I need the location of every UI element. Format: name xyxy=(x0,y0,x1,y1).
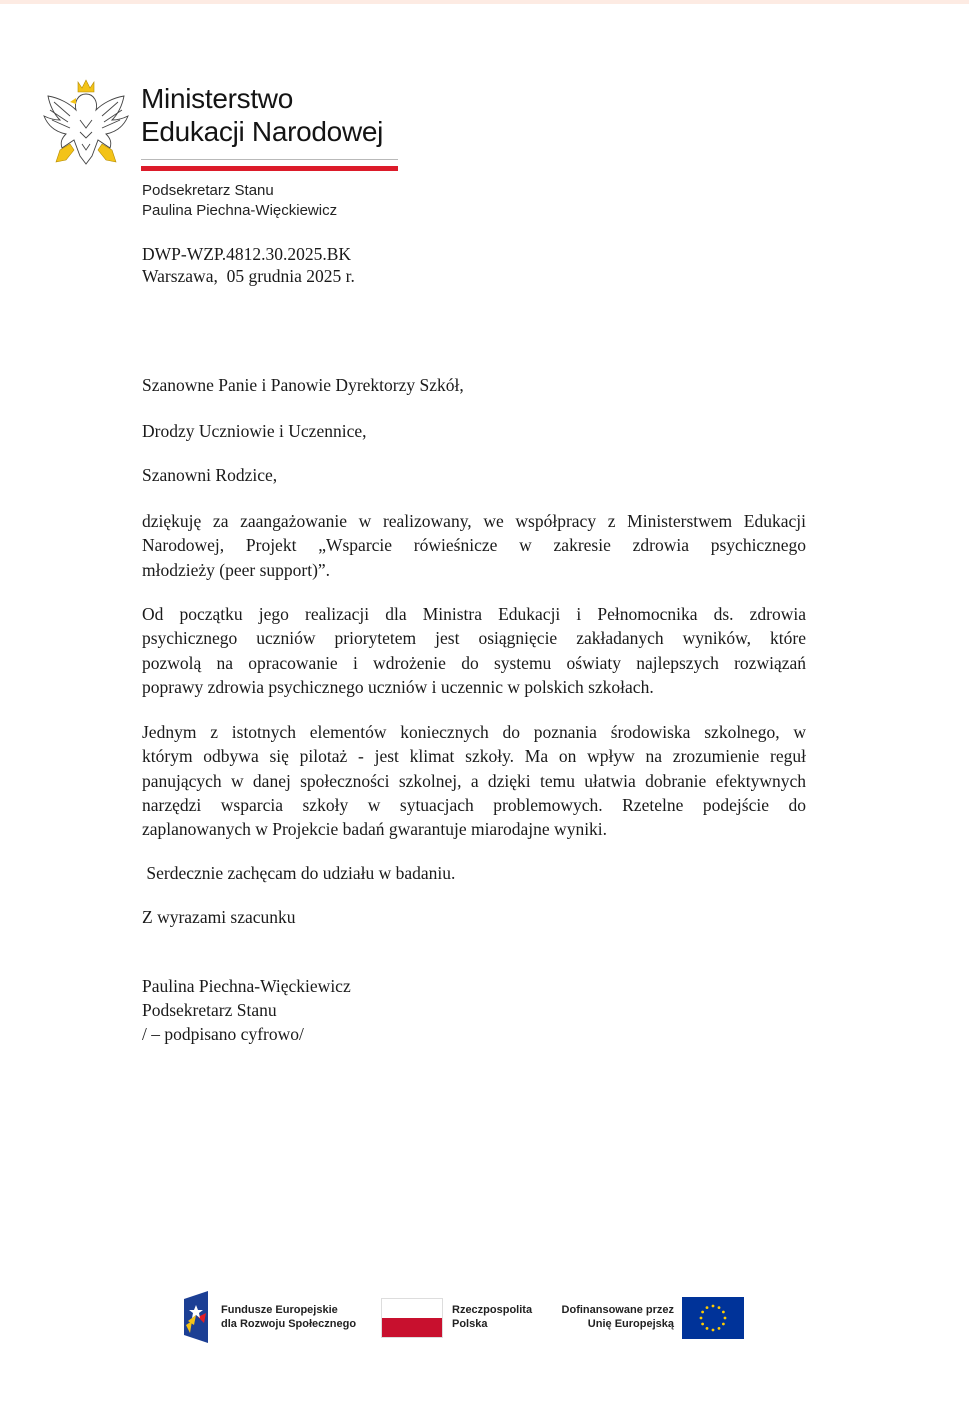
eu-star-icon xyxy=(701,1323,704,1326)
polish-flag-icon xyxy=(381,1298,443,1338)
greeting-directors: Szanowne Panie i Panowie Dyrektorzy Szkół, xyxy=(142,375,464,395)
greeting-parents: Szanowni Rodzice, xyxy=(142,465,278,485)
flag-white-stripe xyxy=(382,1299,442,1318)
ministry-name xyxy=(141,82,383,148)
paragraph-encouragement: Serdecznie zachęcam do udziału w badaniu. xyxy=(142,863,456,883)
paragraph-line: dziękuję za zaangażowanie w realizowany, we współpracy z Ministerstwem Edukacji xyxy=(142,511,806,531)
paragraph-line: poprawy zdrowia psychicznego uczniów i uczennic w polskich szkołach. xyxy=(142,676,654,697)
official-name: Paulina Piechna-Więckiewicz xyxy=(142,202,338,219)
paragraph-priorities xyxy=(142,602,806,699)
eu-cofunded-label xyxy=(554,1303,674,1331)
eu-star-icon xyxy=(718,1306,721,1309)
european-funds-line1: Fundusze Europejskie xyxy=(221,1304,338,1316)
header-divider-red xyxy=(141,166,398,171)
eu-star-icon xyxy=(706,1306,709,1309)
reference-number: DWP-WZP.4812.30.2025.BK xyxy=(142,244,352,264)
eu-star-icon xyxy=(722,1323,725,1326)
header-divider-gray xyxy=(141,159,398,160)
eu-star-icon xyxy=(722,1311,725,1314)
eu-cofunded-line1: Dofinansowane przez xyxy=(561,1304,674,1316)
eu-star-icon xyxy=(712,1329,715,1332)
polish-eagle-emblem-icon xyxy=(40,72,132,172)
eu-star-icon xyxy=(718,1327,721,1330)
paragraph-line: Narodowej, Projekt „Wsparcie rówieśnicze w zakresie zdrowia psychicznego xyxy=(142,535,806,556)
paragraph-thanks xyxy=(142,509,806,582)
european-funds-logo-icon xyxy=(182,1291,210,1343)
eu-star-icon xyxy=(701,1311,704,1314)
eu-star-icon xyxy=(700,1317,703,1320)
paragraph-line: panujących w danej społeczności szkolnej, a dzięki temu ułatwia dobranie efektywnych xyxy=(142,770,806,791)
reference-block xyxy=(142,243,355,287)
signature-title: Podsekretarz Stanu xyxy=(142,1000,277,1020)
republic-of-poland-label xyxy=(452,1303,532,1331)
signature-name: Paulina Piechna-Więckiewicz xyxy=(142,976,351,996)
paragraph-line: którym odbywa się pilotaż - jest klimat szkoły. Ma on wpływ na zrozumienie reguł xyxy=(142,746,806,767)
official-title: Podsekretarz Stanu xyxy=(142,182,274,199)
signature-note: / – podpisano cyfrowo/ xyxy=(142,1024,304,1044)
eu-flag-icon xyxy=(682,1297,744,1339)
official-block xyxy=(142,181,337,221)
european-funds-label xyxy=(221,1303,356,1331)
eu-star-icon xyxy=(724,1317,727,1320)
closing-phrase: Z wyrazami szacunku xyxy=(142,907,296,927)
paragraph-line: Od początku jego realizacji dla Ministra Edukacji i Pełnomocnika ds. zdrowia xyxy=(142,604,806,624)
republic-line1: Rzeczpospolita xyxy=(452,1304,533,1316)
eu-cofunded-line2: Unię Europejską xyxy=(587,1318,674,1330)
ministry-name-line2: Edukacji Narodowej xyxy=(141,116,384,147)
paragraph-line: pozwolą na opracowanie i wdrożenie do systemu oświaty najlepszych rozwiązań xyxy=(142,652,806,673)
top-edge-bar xyxy=(0,0,969,4)
greeting-students: Drodzy Uczniowie i Uczennice, xyxy=(142,421,367,441)
eu-star-icon xyxy=(706,1327,709,1330)
paragraph-line: Jednym z istotnych elementów koniecznych do poznania środowiska szkolnego, w xyxy=(142,722,806,742)
ministry-name-line1: Ministerstwo xyxy=(141,83,293,114)
funding-footer xyxy=(0,1289,969,1349)
paragraph-line: zaplanowanych w Projekcie badań gwarantuje miarodajne wyniki. xyxy=(142,819,608,840)
flag-red-stripe xyxy=(382,1318,442,1337)
republic-line2: Polska xyxy=(452,1318,488,1330)
paragraph-line: młodzieży (peer support)”. xyxy=(142,559,331,580)
paragraph-line: psychicznego uczniów priorytetem jest osiągnięcie zakładanych wyników, które xyxy=(142,628,806,649)
place-date: Warszawa, 05 grudnia 2025 r. xyxy=(142,266,355,286)
european-funds-line2: dla Rozwoju Społecznego xyxy=(221,1318,357,1330)
paragraph-school-climate xyxy=(142,720,806,841)
paragraph-line: narzędzi wsparcia szkoły w sytuacjach problemowych. Rzetelne podejście do xyxy=(142,794,806,815)
signature-block xyxy=(142,974,351,1046)
eu-star-icon xyxy=(712,1305,715,1308)
